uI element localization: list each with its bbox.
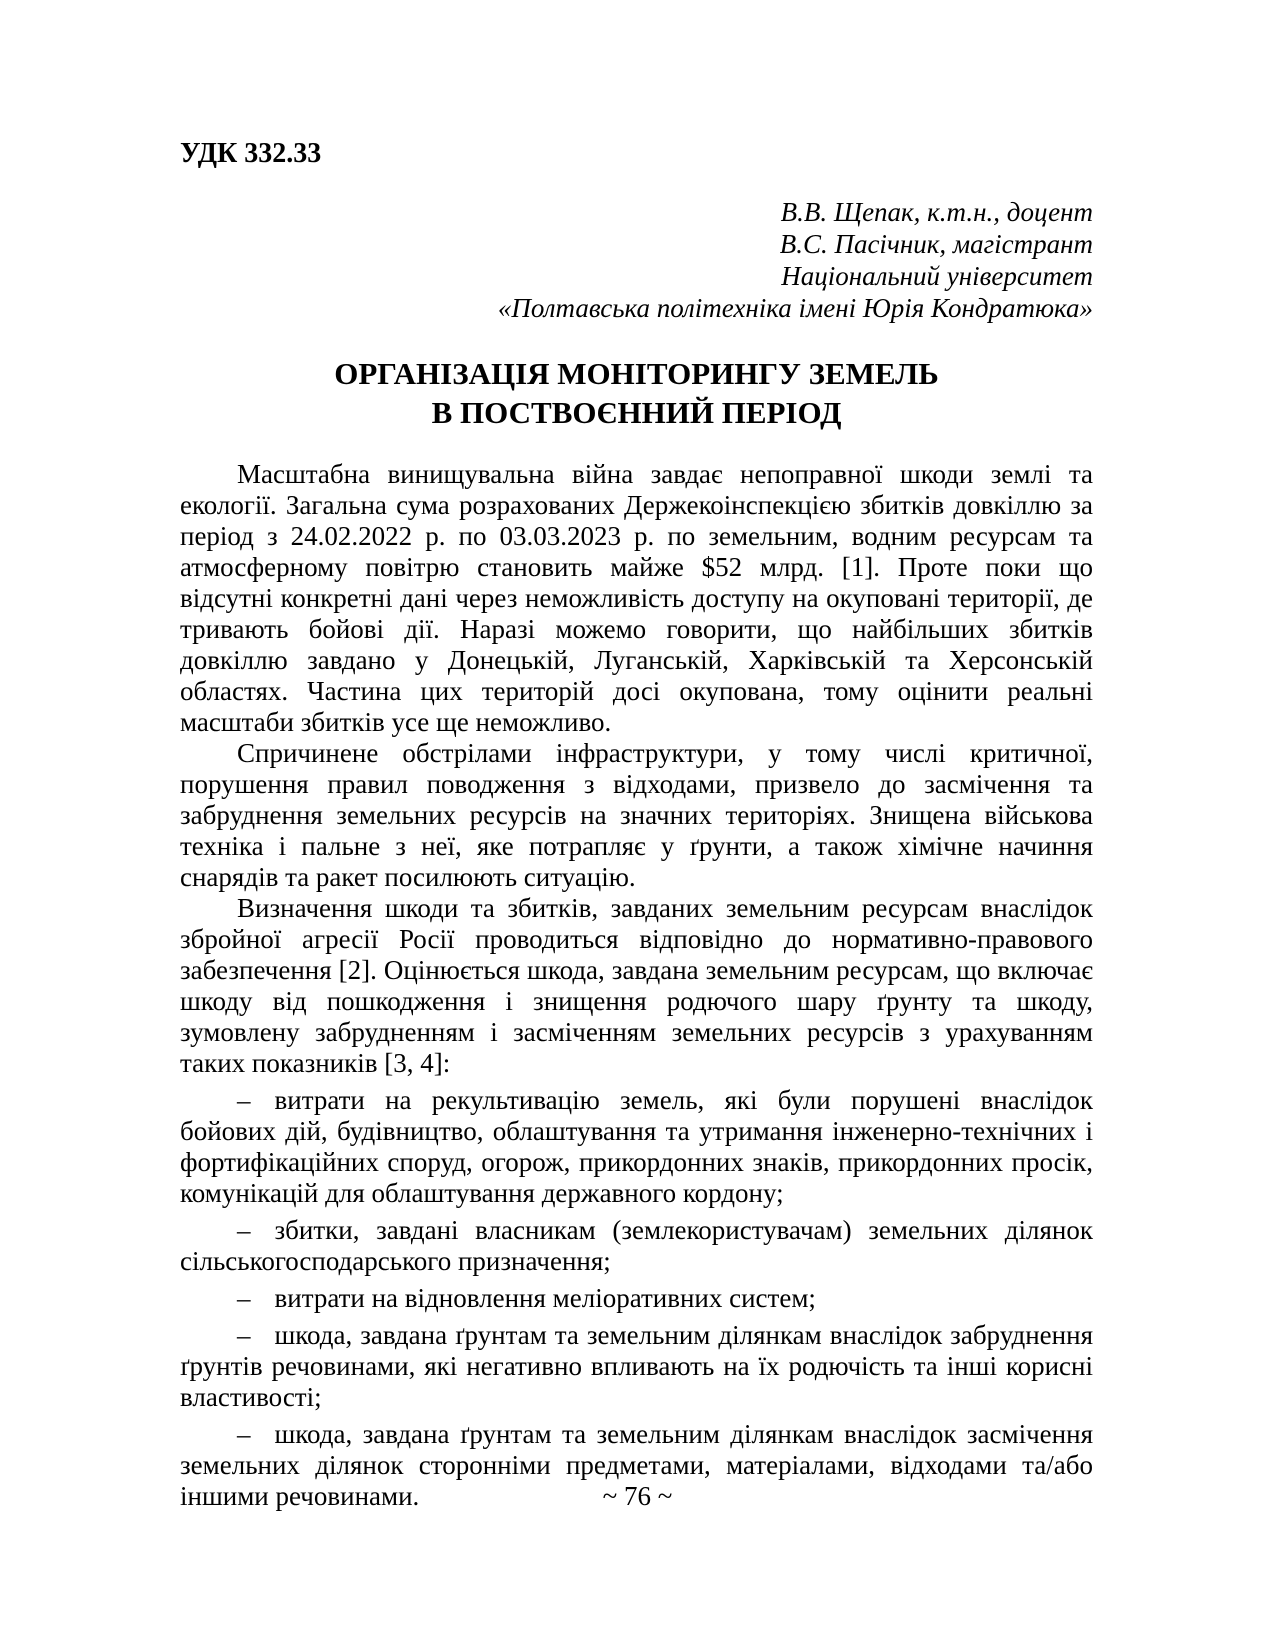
affiliation-line: Національний університет — [781, 261, 1093, 291]
udc-label: УДК 332.33 — [180, 138, 322, 169]
list-item — [180, 1320, 1093, 1413]
list-item-text: витрати на рекультивацію земель, які були порушені внаслідок бойових дій, будівництво, облаштування та утримання інженерно-технічних і фортифікаційних споруд, огорож, прикордонних знаків, прикордонних просік, комунікацій для облаштування державного кордону; — [180, 1085, 1093, 1208]
page-number: ~ 76 ~ — [602, 1481, 673, 1511]
page-title — [180, 354, 1093, 432]
list-dash: – — [237, 1085, 251, 1115]
list-item-text: шкода, завдана ґрунтам та земельним ділянкам внаслідок засмічення земельних ділянок сторонніми предметами, матеріалами, відходами та/або іншими речовинами. — [180, 1419, 1093, 1511]
list-dash: – — [237, 1320, 251, 1350]
paragraph: Визначення шкоди та збитків, завданих земельним ресурсам внаслідок збройної агресії Росії проводиться відповідно до нормативно-правового забезпечення [2]. Оцінюється шкода, завдана земельним ресурсам, що включає шкоду від пошкодження і знищення родючого шару ґрунту та шкоду, зумовлену забрудненням і засміченням земельних ресурсів з урахуванням таких показників [3, 4]: — [180, 893, 1093, 1078]
list-dash: – — [237, 1283, 251, 1313]
list-item-text: збитки, завдані власникам (землекористувачам) земельних ділянок сільськогосподарського призначення; — [180, 1215, 1093, 1276]
byline-block — [180, 196, 1093, 324]
paragraph: Масштабна винищувальна війна завдає непоправної шкоди землі та екології. Загальна сума розрахованих Держекоінспекцією збитків довкіллю за період з 24.02.2022 р. по 03.03.2023 р. по земельним, водним ресурсам та атмосферному повітрю становить майже $52 млрд. [1]. Проте поки що відсутні конкретні дані через неможливість доступу на окуповані території, де тривають бойові дії. Наразі можемо говорити, що найбільших збитків довкіллю завдано у Донецькій, Луганській, Харківській та Херсонській областях. Частина цих територій досі окупована, тому оцінити реальні масштаби збитків усе ще неможливо. — [180, 459, 1093, 737]
list-item — [180, 1215, 1093, 1277]
list-item — [180, 1283, 1093, 1314]
list-item-text: шкода, завдана ґрунтам та земельним ділянкам внаслідок забруднення ґрунтів речовинами, які негативно впливають на їх родючість та інші корисні властивості; — [180, 1320, 1093, 1412]
affiliation-line: «Полтавська політехніка імені Юрія Кондратюка» — [497, 293, 1093, 323]
list-item-text: витрати на відновлення меліоративних систем; — [274, 1283, 816, 1313]
page-title-line2: В ПОСТВОЄННИЙ ПЕРІОД — [431, 395, 842, 430]
author-line: В.В. Щепак, к.т.н., доцент — [780, 197, 1093, 227]
author-line: В.С. Пасічник, магістрант — [779, 229, 1093, 259]
page-title-line1: ОРГАНІЗАЦІЯ МОНІТОРИНГУ ЗЕМЕЛЬ — [334, 356, 939, 391]
paragraph: Спричинене обстрілами інфраструктури, у тому числі критичної, порушення правил поводження з відходами, призвело до засмічення та забруднення земельних ресурсів на значних територіях. Знищена військова техніка і пальне з неї, яке потрапляє у ґрунти, а також хімічне начиння снарядів та ракет посилюють ситуацію. — [180, 738, 1093, 892]
list-dash: – — [237, 1215, 251, 1245]
list-item — [180, 1085, 1093, 1209]
list-dash: – — [237, 1419, 251, 1449]
article-body — [180, 459, 1093, 1512]
